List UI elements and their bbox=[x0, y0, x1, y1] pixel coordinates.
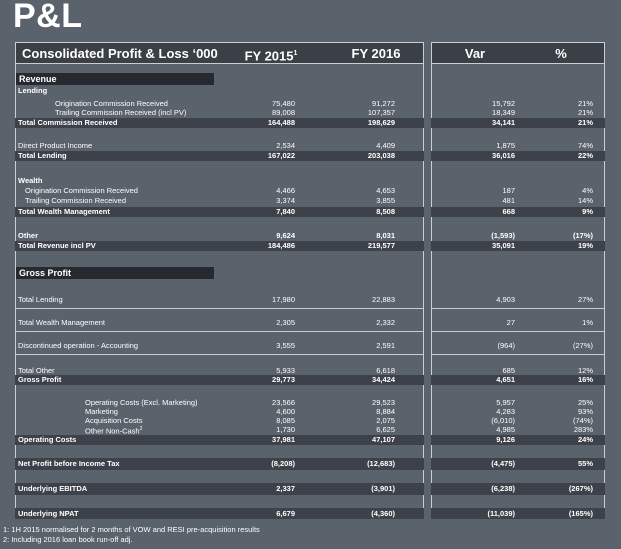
row-divider bbox=[15, 354, 605, 355]
table-row-total: Total Revenue incl PV 184,486 219,577 35,091 19% bbox=[15, 241, 605, 251]
header-title: Consolidated Profit & Loss ‘000 bbox=[22, 46, 218, 61]
table-row-total: Total Wealth Management 7,840 8,508 668 9% bbox=[15, 207, 605, 217]
table-row-total: Underlying NPAT 6,679 (4,360) (11,039) (165%) bbox=[15, 508, 605, 519]
section-gross-profit: Gross Profit bbox=[16, 267, 214, 279]
header-fy2016: FY 2016 bbox=[351, 46, 401, 61]
table-header-right bbox=[431, 42, 605, 64]
table-row-total: Underlying EBITDA 2,337 (3,901) (6,238) (267%) bbox=[15, 483, 605, 495]
header-pct: % bbox=[555, 46, 567, 61]
page-title: P&L bbox=[13, 0, 83, 35]
section-revenue: Revenue bbox=[16, 73, 214, 85]
header-fy2015: FY 2015$^1$ bbox=[244, 48, 298, 64]
row-divider bbox=[15, 331, 605, 332]
row-divider bbox=[15, 308, 605, 309]
footnote: 2: Including 2016 loan book run-off adj. bbox=[3, 535, 133, 544]
table-row-total: Total Lending 167,022 203,038 36,016 22% bbox=[15, 151, 605, 161]
footnote: 1: 1H 2015 normalised for 2 months of VOW and RESI pre-acquisition results bbox=[3, 525, 260, 534]
table-header-left bbox=[15, 42, 424, 64]
table-row-total: Total Commission Received 164,488 198,629 34,141 21% bbox=[15, 118, 605, 128]
header-var: Var bbox=[464, 46, 486, 61]
table-row-total: Operating Costs 37,981 47,107 9,126 24% bbox=[15, 435, 605, 445]
table-row-total: Gross Profit 29,773 34,424 4,651 16% bbox=[15, 375, 605, 385]
table-row-total: Net Profit before Income Tax (8,208) (12,683) (4,475) 55% bbox=[15, 458, 605, 470]
